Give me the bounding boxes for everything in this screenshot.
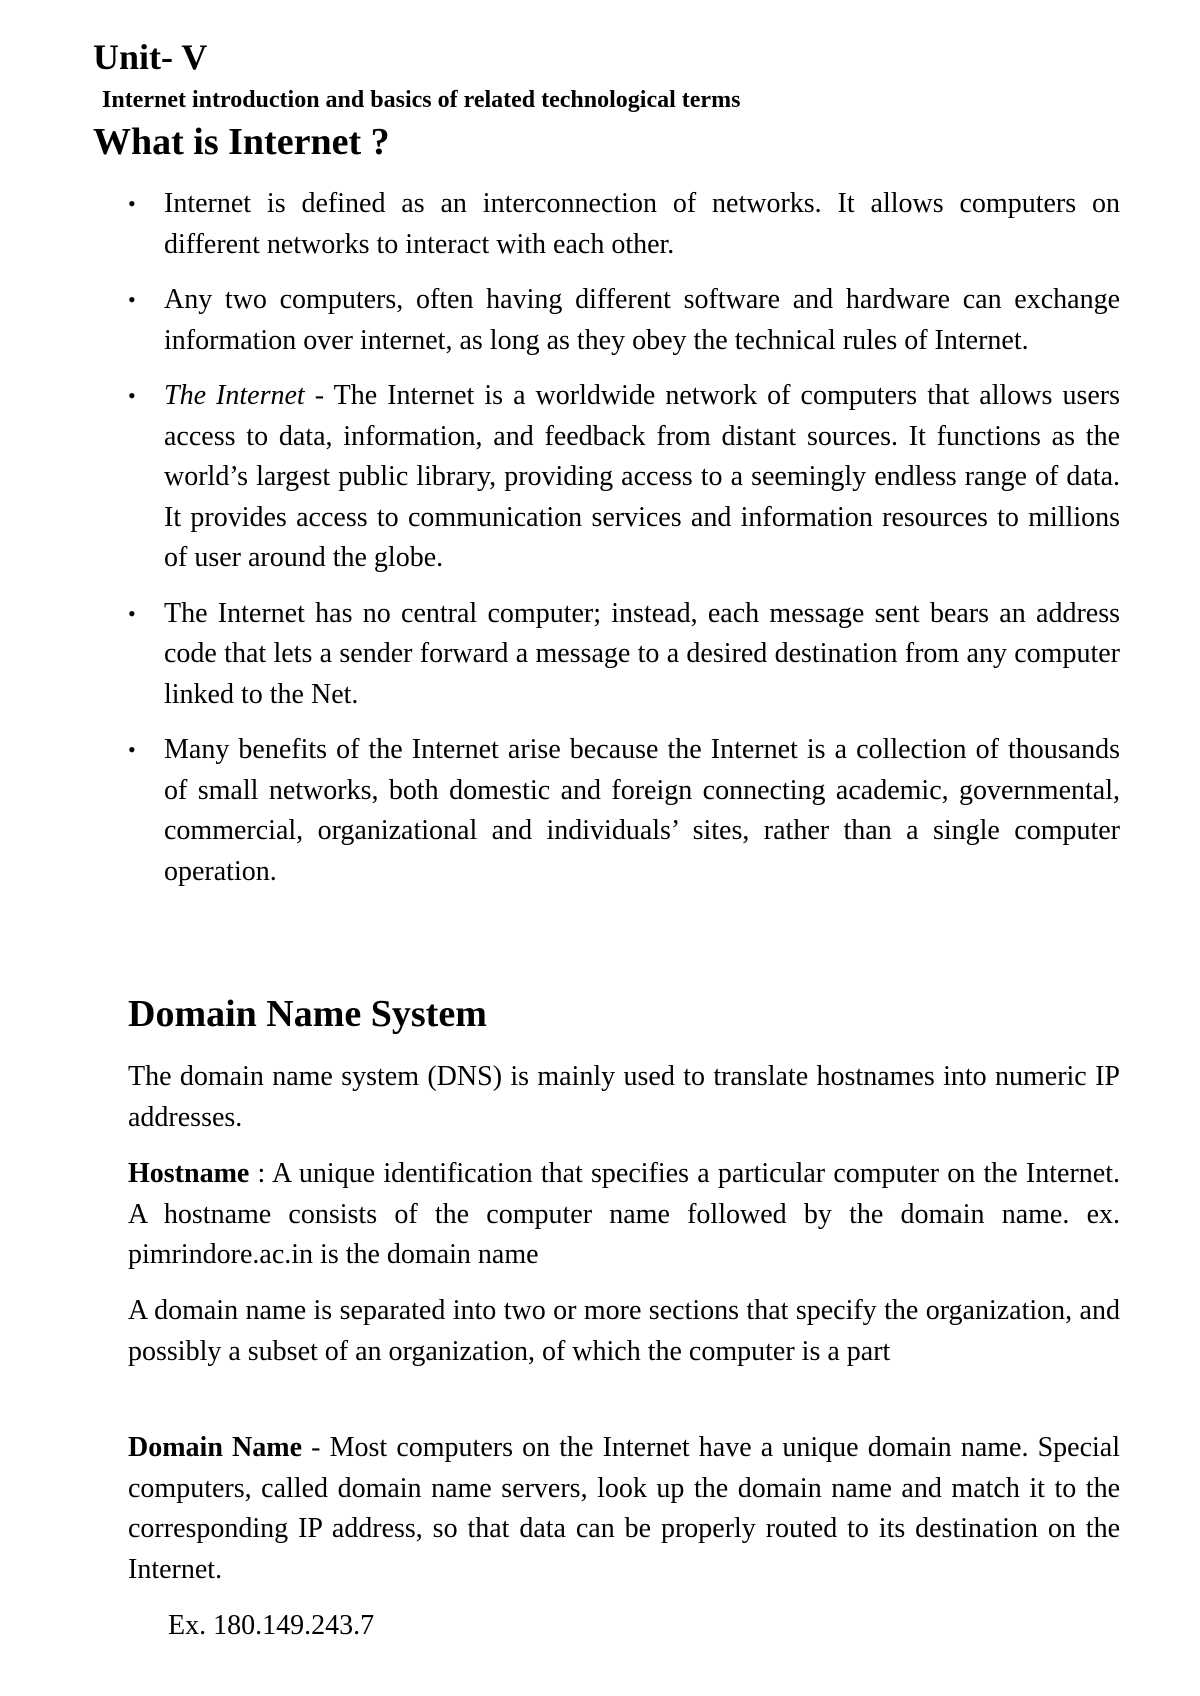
bullet-text: Internet is defined as an interconnection of networks. It allows computers on different networks to interact with each other. xyxy=(164,188,1120,260)
hostname-term: Hostname xyxy=(128,1158,250,1189)
section-title-what-is-internet: What is Internet ? xyxy=(93,121,390,163)
bullet-item xyxy=(128,376,1120,579)
bullet-text: - The Internet is a worldwide network of computers that allows users access to data, information, and feedback from distant sources. It functions as the world’s largest public library, providing access to a seemingly endless range of data. It provides access to communication services and information resources to millions of user around the globe. xyxy=(164,380,1120,573)
section-title-dns: Domain Name System xyxy=(128,993,487,1035)
internet-bullet-list xyxy=(128,184,1120,907)
bullet-item xyxy=(128,280,1120,361)
hostname-paragraph xyxy=(128,1154,1120,1276)
dns-intro-paragraph: The domain name system (DNS) is mainly used to translate hostnames into numeric IP addresses. xyxy=(128,1061,1120,1133)
bullet-text: Many benefits of the Internet arise because the Internet is a collection of thousands of small networks, both domestic and foreign connecting academic, governmental, commercial, organizational and individuals’ sites, rather than a single computer operation. xyxy=(164,734,1120,887)
ip-example: Ex. 180.149.243.7 xyxy=(168,1610,375,1641)
bullet-item xyxy=(128,184,1120,265)
domain-sections-paragraph: A domain name is separated into two or more sections that specify the organization, and possibly a subset of an organization, of which the computer is a part xyxy=(128,1295,1120,1367)
unit-subtitle: Internet introduction and basics of related technological terms xyxy=(102,87,741,113)
hostname-text: : A unique identification that specifies a particular computer on the Internet. A hostname consists of the computer name followed by the domain name. ex. pimrindore.ac.in is the domain name xyxy=(128,1158,1120,1270)
unit-title: Unit- V xyxy=(93,37,208,77)
bullet-text: The Internet has no central computer; instead, each message sent bears an address code that lets a sender forward a message to a desired destination from any computer linked to the Net. xyxy=(164,597,1120,710)
domain-name-paragraph xyxy=(128,1428,1120,1590)
bullet-text: Any two computers, often having different software and hardware can exchange information over internet, as long as they obey the technical rules of Internet. xyxy=(164,284,1120,356)
bullet-item xyxy=(128,730,1120,892)
bullet-lead-italic: The Internet xyxy=(164,380,305,411)
domain-name-text: - Most computers on the Internet have a unique domain name. Special computers, called domain name servers, look up the domain name and match it to the corresponding IP address, so that data can be properly routed to its destination on the Internet. xyxy=(128,1432,1121,1585)
domain-name-term: Domain Name xyxy=(128,1432,303,1463)
bullet-item xyxy=(128,594,1120,716)
